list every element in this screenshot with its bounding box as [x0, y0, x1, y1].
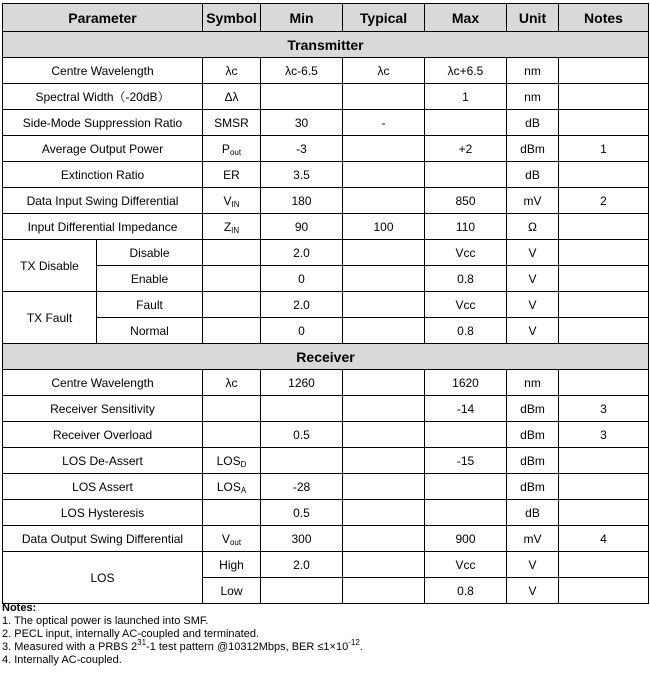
sub-param-cell: Enable [97, 266, 203, 292]
notes-cell: 3 [559, 422, 649, 448]
table-row [3, 266, 649, 292]
table-row [3, 188, 649, 214]
table-row [3, 370, 649, 396]
symbol-cell [203, 136, 261, 162]
max-cell [425, 422, 507, 448]
symbol-subscript: D [240, 459, 247, 469]
symbol-subscript: out [229, 147, 242, 157]
max-cell [425, 500, 507, 526]
note-superscript: -12 [348, 638, 360, 647]
max-cell: 1 [425, 84, 507, 110]
note-superscript: 31 [137, 638, 147, 647]
note-item: 2. PECL input, internally AC-coupled and terminated. [2, 628, 260, 640]
typical-cell [343, 292, 425, 318]
min-cell: 2.0 [261, 292, 343, 318]
note-text: -1 test pattern @10312Mbps, BER ≤1×10 [146, 641, 349, 653]
min-cell [261, 448, 343, 474]
min-cell: 300 [261, 526, 343, 552]
max-cell [425, 110, 507, 136]
table-row [3, 240, 649, 266]
param-cell: LOS De-Assert [3, 448, 203, 474]
table-row [3, 58, 649, 84]
unit-cell: nm [507, 58, 559, 84]
symbol-cell [203, 526, 261, 552]
param-cell: Receiver Overload [3, 422, 203, 448]
symbol-subscript: A [240, 485, 247, 495]
unit-cell: dBm [507, 422, 559, 448]
symbol-cell [203, 188, 261, 214]
notes-cell [559, 84, 649, 110]
symbol-cell [203, 214, 261, 240]
param-cell: Centre Wavelength [3, 58, 203, 84]
table-row [3, 214, 649, 240]
symbol-cell [203, 448, 261, 474]
param-cell: Average Output Power [3, 136, 203, 162]
max-cell: 1620 [425, 370, 507, 396]
typical-cell [343, 84, 425, 110]
typical-cell [343, 188, 425, 214]
param-cell: Input Differential Impedance [3, 214, 203, 240]
notes-cell: 2 [559, 188, 649, 214]
unit-cell: dB [507, 110, 559, 136]
section-title: Transmitter [3, 32, 649, 58]
note-item: 4. Internally AC-coupled. [2, 654, 122, 666]
symbol-cell: Low [203, 578, 261, 604]
note-text: . [359, 641, 363, 653]
min-cell: -28 [261, 474, 343, 500]
note-text: 3. Measured with a PRBS 2 [2, 641, 138, 653]
sub-param-cell: Normal [97, 318, 203, 344]
symbol-subscript: out [229, 537, 242, 547]
header-symbol: Symbol [203, 4, 261, 32]
max-cell: Vcc [425, 292, 507, 318]
symbol-subscript: IN [231, 225, 240, 235]
param-group-cell: TX Fault [3, 292, 97, 344]
typical-cell [343, 266, 425, 292]
symbol-cell [203, 318, 261, 344]
min-cell: 30 [261, 110, 343, 136]
table-row [3, 448, 649, 474]
symbol-cell: λc [203, 370, 261, 396]
max-cell [425, 162, 507, 188]
unit-cell: dBm [507, 396, 559, 422]
param-cell: Extinction Ratio [3, 162, 203, 188]
typical-cell [343, 526, 425, 552]
symbol-main: P [221, 141, 230, 156]
table-row [3, 526, 649, 552]
notes-cell [559, 162, 649, 188]
table-row [3, 292, 649, 318]
unit-cell: mV [507, 526, 559, 552]
typical-cell: λc [343, 58, 425, 84]
header-typical: Typical [343, 4, 425, 32]
symbol-cell: High [203, 552, 261, 578]
typical-cell [343, 422, 425, 448]
specification-table [2, 3, 649, 604]
symbol-cell [203, 422, 261, 448]
symbol-subscript: IN [231, 199, 240, 209]
symbol-cell: Δλ [203, 84, 261, 110]
table-row [3, 552, 649, 578]
typical-cell: - [343, 110, 425, 136]
symbol-cell: SMSR [203, 110, 261, 136]
max-cell: -15 [425, 448, 507, 474]
param-cell: LOS Hysteresis [3, 500, 203, 526]
table-row [3, 110, 649, 136]
unit-cell: Ω [507, 214, 559, 240]
symbol-cell [203, 500, 261, 526]
notes-cell [559, 578, 649, 604]
unit-cell: dB [507, 500, 559, 526]
notes-title: Notes: [2, 602, 37, 614]
notes-cell [559, 110, 649, 136]
min-cell: 90 [261, 214, 343, 240]
notes-cell [559, 266, 649, 292]
section-row-transmitter [3, 32, 649, 58]
symbol-cell [203, 266, 261, 292]
notes-cell [559, 240, 649, 266]
unit-cell: V [507, 266, 559, 292]
unit-cell: mV [507, 188, 559, 214]
symbol-main: LOS [216, 453, 241, 468]
min-cell: 0 [261, 266, 343, 292]
symbol-cell [203, 396, 261, 422]
unit-cell: V [507, 552, 559, 578]
sub-param-cell: Fault [97, 292, 203, 318]
min-cell: 0.5 [261, 500, 343, 526]
unit-cell: dBm [507, 474, 559, 500]
symbol-main: V [223, 193, 232, 208]
typical-cell [343, 318, 425, 344]
section-row-receiver [3, 344, 649, 370]
symbol-cell: ER [203, 162, 261, 188]
unit-cell: nm [507, 84, 559, 110]
table-row [3, 84, 649, 110]
unit-cell: V [507, 318, 559, 344]
min-cell: 3.5 [261, 162, 343, 188]
note-item: 1. The optical power is launched into SMF. [2, 615, 209, 627]
unit-cell: dBm [507, 448, 559, 474]
typical-cell [343, 240, 425, 266]
notes-cell [559, 58, 649, 84]
notes-cell [559, 214, 649, 240]
min-cell: λc-6.5 [261, 58, 343, 84]
symbol-main: V [221, 531, 230, 546]
sub-param-cell: Disable [97, 240, 203, 266]
max-cell: Vcc [425, 240, 507, 266]
section-title: Receiver [3, 344, 649, 370]
min-cell [261, 578, 343, 604]
max-cell: 0.8 [425, 266, 507, 292]
max-cell [425, 474, 507, 500]
header-min: Min [261, 4, 343, 32]
header-parameter: Parameter [3, 4, 203, 32]
table-row [3, 136, 649, 162]
typical-cell [343, 448, 425, 474]
max-cell: 850 [425, 188, 507, 214]
param-cell: LOS Assert [3, 474, 203, 500]
typical-cell [343, 552, 425, 578]
unit-cell: V [507, 240, 559, 266]
typical-cell [343, 162, 425, 188]
max-cell: -14 [425, 396, 507, 422]
symbol-cell: λc [203, 58, 261, 84]
note-item [2, 638, 363, 654]
max-cell: +2 [425, 136, 507, 162]
table-row [3, 422, 649, 448]
typical-cell [343, 474, 425, 500]
notes-cell [559, 552, 649, 578]
unit-cell: V [507, 292, 559, 318]
param-cell: Data Input Swing Differential [3, 188, 203, 214]
min-cell: 2.0 [261, 240, 343, 266]
notes-cell [559, 318, 649, 344]
typical-cell [343, 136, 425, 162]
max-cell: 0.8 [425, 318, 507, 344]
notes-cell [559, 500, 649, 526]
max-cell: λc+6.5 [425, 58, 507, 84]
unit-cell: nm [507, 370, 559, 396]
table-row [3, 162, 649, 188]
notes-cell [559, 370, 649, 396]
symbol-cell [203, 474, 261, 500]
notes-cell [559, 448, 649, 474]
notes-section [2, 602, 363, 667]
table-row [3, 396, 649, 422]
symbol-cell [203, 292, 261, 318]
notes-cell: 4 [559, 526, 649, 552]
header-max: Max [425, 4, 507, 32]
symbol-cell [203, 240, 261, 266]
min-cell [261, 396, 343, 422]
notes-cell: 3 [559, 396, 649, 422]
min-cell: -3 [261, 136, 343, 162]
table-row [3, 474, 649, 500]
max-cell: Vcc [425, 552, 507, 578]
typical-cell: 100 [343, 214, 425, 240]
header-unit: Unit [507, 4, 559, 32]
max-cell: 110 [425, 214, 507, 240]
notes-cell [559, 292, 649, 318]
unit-cell: dBm [507, 136, 559, 162]
max-cell: 900 [425, 526, 507, 552]
notes-cell: 1 [559, 136, 649, 162]
param-cell: Receiver Sensitivity [3, 396, 203, 422]
param-cell: Centre Wavelength [3, 370, 203, 396]
header-row [3, 4, 649, 32]
param-group-cell: TX Disable [3, 240, 97, 292]
header-notes: Notes [559, 4, 649, 32]
min-cell: 1260 [261, 370, 343, 396]
typical-cell [343, 500, 425, 526]
param-cell: Spectral Width（-20dB） [3, 84, 203, 110]
typical-cell [343, 396, 425, 422]
param-cell: Side-Mode Suppression Ratio [3, 110, 203, 136]
min-cell [261, 84, 343, 110]
typical-cell [343, 370, 425, 396]
notes-cell [559, 474, 649, 500]
max-cell: 0.8 [425, 578, 507, 604]
unit-cell: V [507, 578, 559, 604]
param-cell: Data Output Swing Differential [3, 526, 203, 552]
symbol-main: Z [223, 219, 232, 234]
table-row [3, 318, 649, 344]
min-cell: 0.5 [261, 422, 343, 448]
min-cell: 0 [261, 318, 343, 344]
unit-cell: dB [507, 162, 559, 188]
param-group-cell: LOS [3, 552, 203, 604]
min-cell: 180 [261, 188, 343, 214]
min-cell: 2.0 [261, 552, 343, 578]
symbol-main: LOS [216, 479, 241, 494]
typical-cell [343, 578, 425, 604]
table-row [3, 500, 649, 526]
